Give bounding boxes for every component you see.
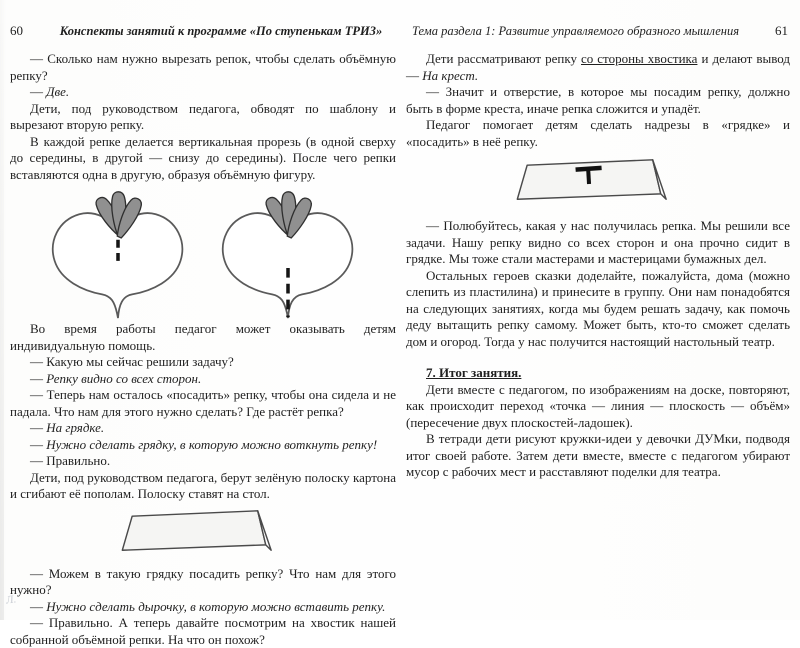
text-run: Дети, под руководством педагога, обводят по шаблону и вырезают вторую репку. [10, 100, 396, 132]
text-run: Две. [46, 84, 70, 99]
folded-strip-figure [10, 509, 396, 561]
text-run: — Полюбуйтесь, какая у нас получилась репка. Мы решили все задачи. Нашу репку видно со всех сторон и она прочно сидит в грядке. Мы тоже стали мастерами и мастерицами бумажных дел. [406, 218, 790, 266]
text-run: — [30, 436, 47, 452]
paragraph [10, 437, 396, 454]
text-run: В тетради дети рисуют кружки-идеи у девочки ДУМки, подводя итог своей работе. Затем дети вместе, вместе с педагогом убирают мусор с рабочих мест и расставляют поделки для театра. [406, 431, 790, 479]
text-run: — Правильно. А теперь давайте посмотрим на хвостик нашей собранной объёмной репки. На что он похож? [10, 615, 396, 647]
text-run: Дети, под руководством педагога, берут зелёную полоску картона и сгибают её пополам. Полоску ставят на стол. [10, 469, 396, 501]
paragraph [406, 51, 790, 84]
text-run: Репку видно со всех сторон. [46, 370, 202, 386]
text-run: со стороны хвостика [581, 51, 698, 66]
text-run: — Значит и отверстие, в которое мы посадим репку, должно быть в форме креста, иначе репка сложится и упадёт. [406, 84, 790, 116]
paragraph [406, 431, 790, 481]
turnip-slot-bottom-drawing [212, 187, 364, 319]
paragraph [10, 354, 396, 371]
text-run: — [30, 598, 47, 614]
page-number: 61 [775, 23, 788, 38]
page-edge-shading [0, 0, 4, 620]
paragraph [10, 566, 396, 599]
running-header-left [10, 24, 396, 38]
text-run: Нужно сделать грядку, в которую можно воткнуть репку! [46, 436, 378, 452]
text-run: — Можем в такую грядку посадить репку? Что нам для этого нужно? [10, 565, 396, 597]
page-61 [406, 0, 790, 620]
paragraph [406, 268, 790, 351]
paragraph [406, 84, 790, 117]
paragraph [10, 470, 396, 503]
paragraph [10, 51, 396, 84]
paragraph [10, 599, 396, 616]
text-run: — [30, 420, 47, 435]
folded-cardboard-strip-drawing [117, 509, 289, 561]
paragraph [10, 453, 396, 470]
text-run: — [30, 84, 47, 99]
text-run: — [30, 370, 47, 386]
text-run: На грядке. [46, 420, 105, 435]
paragraph [406, 218, 790, 268]
paragraph [406, 365, 790, 382]
text-run: Дети вместе с педагогом, по изображениям на доске, повторяют, как происходит переход «точка — линия — плоскость — объём» (пересечение двух плоскостей-ладошек). [406, 381, 790, 430]
text-run: На крест. [422, 67, 479, 83]
paragraph [10, 101, 396, 134]
paragraph [10, 371, 396, 388]
page-60 [10, 0, 396, 647]
text-run: Дети рассматривают репку [426, 51, 581, 66]
paragraph [10, 321, 396, 354]
text-run: — Сколько нам нужно вырезать репок, чтобы сделать объёмную репку? [10, 51, 396, 83]
text-run: — Какую мы сейчас решили задачу? [30, 354, 234, 369]
text-run: В каждой репке делается вертикальная прорезь (в одной сверху до середины, в другой — снизу до середины). После чего репки вставляются одна в другую, образуя объёмную фигуру. [10, 133, 396, 182]
text-run: 7. Итог занятия. [426, 365, 522, 380]
turnip-templates-figure [10, 187, 396, 319]
text-run: Во время работы педагог может оказывать детям индивидуальную помощь. [10, 321, 396, 353]
page-body [10, 51, 396, 648]
running-header-title: Конспекты занятий к программе «По ступенькам ТРИЗ» [59, 24, 383, 38]
running-header-title: Тема раздела 1: Развитие управляемого образного мышления [412, 24, 740, 38]
text-run: — Теперь нам осталось «посадить» репку, чтобы она сидела и не падала. Что нам для этого нужно сделать? Где растёт репка? [10, 387, 396, 419]
page-number: 60 [10, 23, 23, 38]
turnip-slot-top-drawing [42, 187, 194, 319]
paragraph [406, 117, 790, 150]
scan-artifact-mark: Л. [5, 593, 17, 607]
text-run: Остальных героев сказки доделайте, пожалуйста, дома (можно слепить из пластилина) и принесите в группу. Они нам понадобятся на следующих занятиях, когда мы будем решать задачу, как помочь деду вытащить репку самому. Может быть, кто-то сможет сделать дом и огород. Тогда у нас получится настоящий настольный театр. [406, 267, 790, 349]
text-run: Нужно сделать дырочку, в которую можно вставить репку. [46, 598, 386, 614]
folded-strip-with-cross-cut-drawing [512, 158, 684, 210]
folded-strip-cross-cut-figure [406, 158, 790, 210]
paragraph [10, 84, 396, 101]
paragraph [10, 134, 396, 184]
text-run: Педагог помогает детям сделать надрезы в «грядке» и «посадить» в неё репку. [406, 117, 790, 149]
paragraph [10, 420, 396, 437]
paragraph [10, 387, 396, 420]
text-run: — Правильно. [30, 453, 111, 468]
paragraph [406, 382, 790, 432]
text-run: и делают вывод — [406, 51, 790, 83]
page-body [406, 51, 790, 481]
running-header-right [406, 24, 790, 38]
